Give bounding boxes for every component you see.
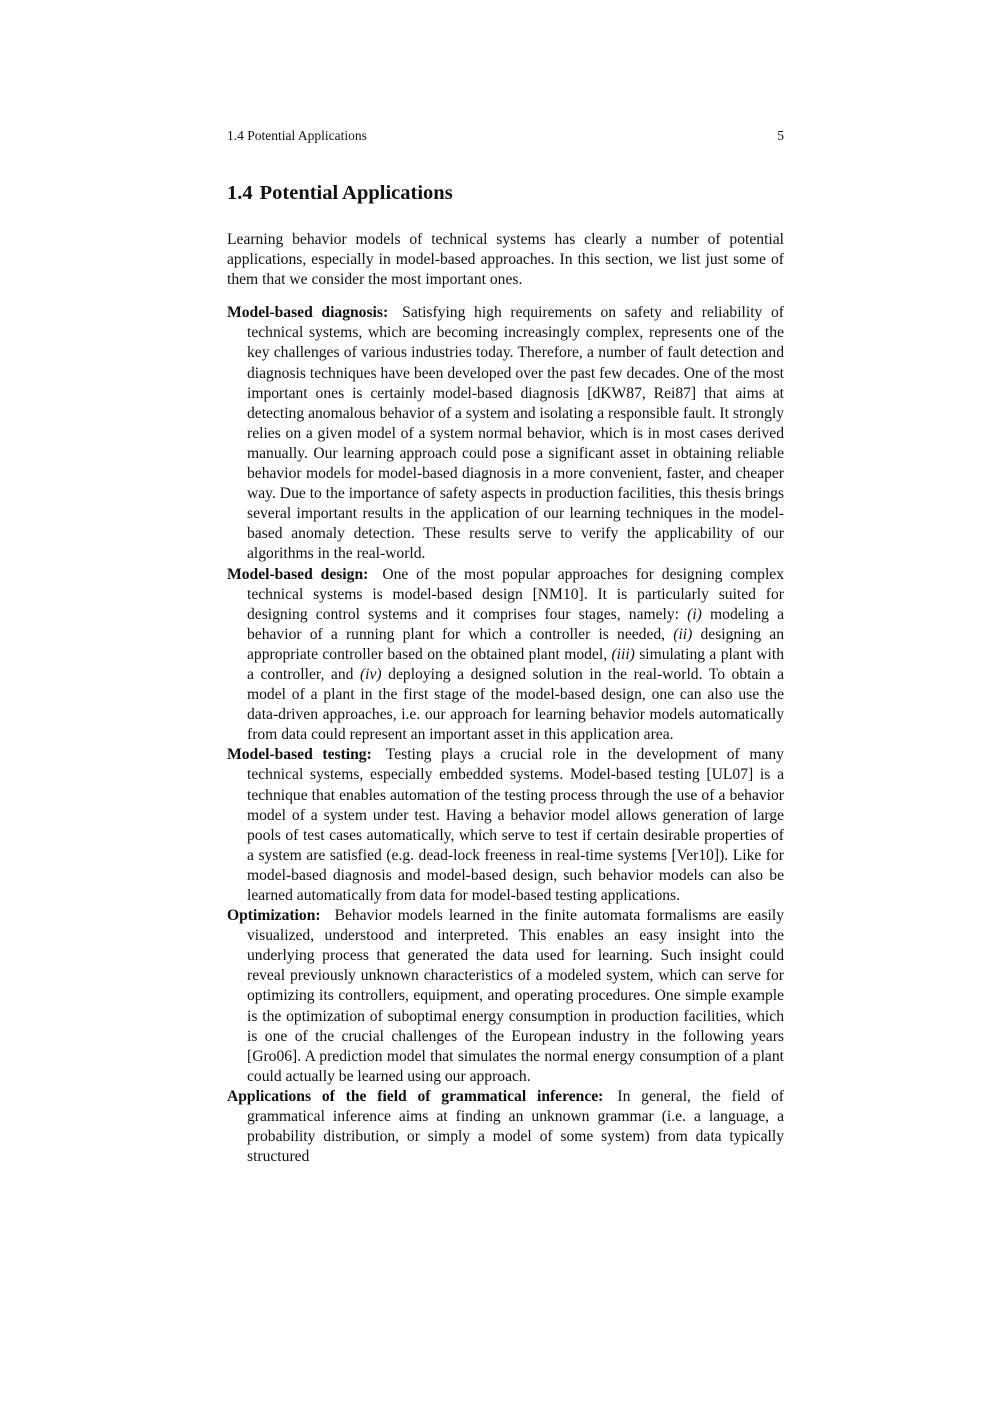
application-term: Model-based diagnosis:	[227, 304, 389, 322]
application-text: Satisfying high requirements on safety and reliability of technical systems, which are becoming increasingly complex, represents one of the key challenges of various industries today. Therefore, a number of fault detection and diagnosis techniques have been developed over the past few decades. One of the most important ones is certainly model-based diagnosis [dKW87, Rei87] that aims at detecting anomalous behavior of a system and isolating a responsible fault. It strongly relies on a given model of a system normal behavior, which is in most cases derived manually. Our learning approach could pose a significant asset in obtaining reliable behavior models for model-based diagnosis in a more convenient, faster, and cheaper way. Due to the importance of safety aspects in production facilities, this thesis brings several important results in the application of our learning techniques in the model-based anomaly detection. These results serve to verify the applicability of our algorithms in the real-world.	[247, 304, 784, 563]
application-term: Optimization:	[227, 907, 321, 925]
enumeration-marker: (ii)	[673, 625, 693, 643]
enumeration-marker: (i)	[687, 605, 702, 623]
section-title: Potential Applications	[259, 182, 453, 204]
application-text-part: designing an appropriate controller based on the obtained plant model,	[247, 625, 784, 663]
application-text-part: One of the most popular approaches for designing complex technical systems is model-based design [NM10]. It is particularly suited for designing control systems and it comprises four stages, namely:	[247, 565, 784, 623]
section-number: 1.4	[227, 182, 253, 204]
application-text-part: deploying a designed solution in the real-world. To obtain a model of a plant in the first stage of the model-based design, one can also use the data-driven approaches, i.e. our approach for learning behavior models automatically from data could represent an important asset in this application area.	[247, 665, 784, 744]
application-text: Behavior models learned in the finite automata formalisms are easily visualized, understood and interpreted. This enables an easy insight into the underlying process that generated the data used for learning. Such insight could reveal previously unknown characteristics of a modeled system, which can serve for optimizing its controllers, equipment, and operating procedures. One simple example is the optimization of suboptimal energy consumption in production facilities, which is one of the crucial challenges of the European industry in the following years [Gro06]. A prediction model that simulates the normal energy consumption of a plant could actually be learned using our approach.	[247, 907, 784, 1085]
application-item-optimization	[227, 906, 784, 1087]
enumeration-marker: (iv)	[359, 665, 382, 683]
application-text: Testing plays a crucial role in the development of many technical systems, especially embedded systems. Model-based testing [UL07] is a technique that enables automation of the testing process through the use of a behavior model of a system under test. Having a behavior model allows generation of large pools of test cases automatically, which serve to test if certain desirable properties of a system are satisfied (e.g. dead-lock freeness in real-time systems [Ver10]). Like for model-based diagnosis and model-based design, such behavior models can also be learned automatically from data for model-based testing applications.	[247, 746, 784, 904]
page-number: 5	[777, 128, 784, 143]
application-term: Applications of the field of grammatical inference:	[227, 1087, 604, 1105]
application-text: In general, the field of grammatical inference aims at finding an unknown grammar (i.e. a language, a probability distribution, or simply a model of some system) from data typically structured	[247, 1087, 784, 1166]
section-body	[227, 230, 784, 1167]
section-heading	[227, 180, 453, 206]
application-item-diagnosis	[227, 303, 784, 564]
application-text-part: simulating a plant with a controller, and	[247, 645, 784, 683]
application-item-grammatical-inference	[227, 1087, 784, 1167]
application-term: Model-based testing:	[227, 746, 372, 764]
intro-paragraph: Learning behavior models of technical systems has clearly a number of potential applications, especially in model-based approaches. In this section, we list just some of them that we consider the most important ones.	[227, 231, 784, 289]
enumeration-marker: (iii)	[611, 645, 635, 663]
application-item-testing	[227, 745, 784, 906]
application-item-design	[227, 565, 784, 746]
application-text-part: modeling a behavior of a running plant for which a controller is needed,	[247, 605, 784, 643]
running-head-title: 1.4 Potential Applications	[227, 128, 367, 143]
applications-list	[227, 303, 784, 1167]
application-term: Model-based design:	[227, 565, 369, 583]
